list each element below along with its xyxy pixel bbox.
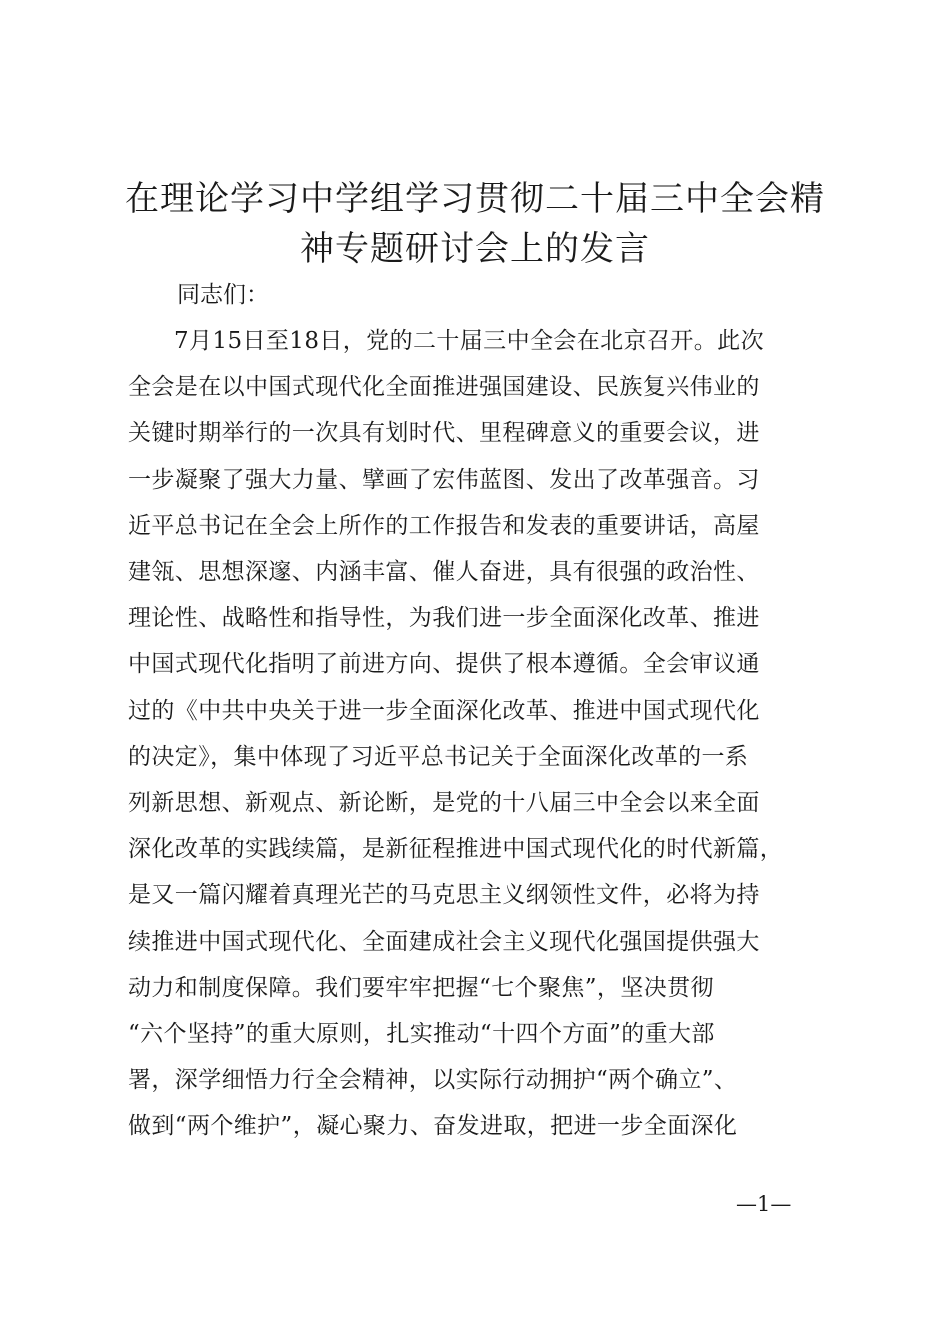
body-line: 是又一篇闪耀着真理光芒的马克思主义纲领性文件，必将为持 xyxy=(128,882,760,909)
body-line: 近平总书记在全会上所作的工作报告和发表的重要讲话，高屋 xyxy=(128,512,760,539)
page-number: —1— xyxy=(736,1192,792,1216)
title-line-1: 在理论学习中学组学习贯彻二十届三中全会精 xyxy=(125,179,825,219)
document-title xyxy=(120,174,830,274)
body-line: 做到“两个维护”，凝心聚力、奋发进取，把进一步全面深化 xyxy=(128,1113,738,1140)
body-paragraph xyxy=(128,318,832,1150)
body-line: 一步凝聚了强大力量、擘画了宏伟蓝图、发出了改革强音。习 xyxy=(128,466,760,493)
body-line: 7月15日至18日，党的二十届三中全会在北京召开。此次 xyxy=(174,328,764,354)
salutation: 同志们： xyxy=(177,282,269,308)
body-line: 理论性、战略性和指导性，为我们进一步全面深化改革、推进 xyxy=(128,605,760,632)
body-line: “六个坚持”的重大原则，扎实推动“十四个方面”的重大部 xyxy=(128,1021,715,1048)
body-line: 过的《中共中央关于进一步全面深化改革、推进中国式现代化 xyxy=(128,697,760,724)
body-line: 建瓴、思想深邃、内涵丰富、催人奋进，具有很强的政治性、 xyxy=(128,559,760,586)
body-line: 关键时期举行的一次具有划时代、里程碑意义的重要会议，进 xyxy=(128,420,760,447)
body-line: 中国式现代化指明了前进方向、提供了根本遵循。全会审议通 xyxy=(128,651,760,678)
body-line: 深化改革的实践续篇，是新征程推进中国式现代化的时代新篇， xyxy=(128,836,784,863)
body-line: 署，深学细悟力行全会精神，以实际行动拥护“两个确立”、 xyxy=(128,1067,738,1094)
body-line: 续推进中国式现代化、全面建成社会主义现代化强国提供强大 xyxy=(128,928,760,955)
body-line: 全会是在以中国式现代化全面推进强国建设、民族复兴伟业的 xyxy=(128,374,760,401)
body-line: 动力和制度保障。我们要牢牢把握“七个聚焦”，坚决贯彻 xyxy=(128,974,714,1001)
body-line: 列新思想、新观点、新论断，是党的十八届三中全会以来全面 xyxy=(128,790,760,817)
body-line: 的决定》，集中体现了习近平总书记关于全面深化改革的一系 xyxy=(128,743,749,770)
title-line-2: 神专题研讨会上的发言 xyxy=(300,229,650,269)
